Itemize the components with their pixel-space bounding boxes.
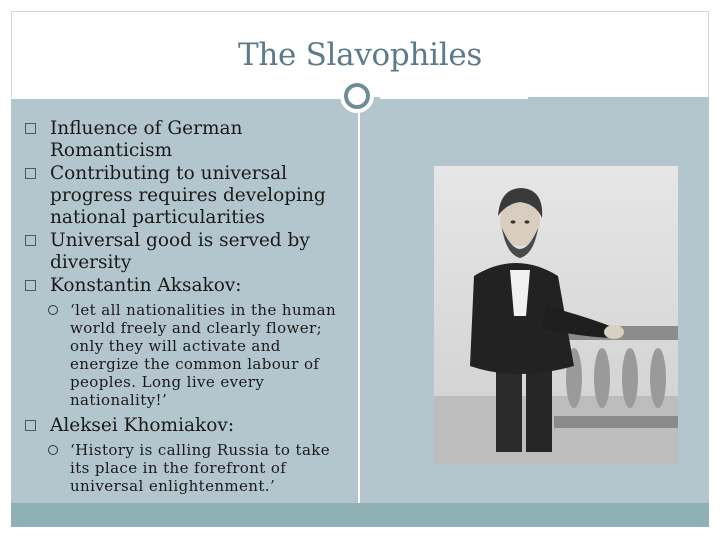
bullet-text: Universal good is served by diversity — [50, 230, 310, 273]
sub-bullet-quote — [24, 441, 354, 495]
quote-text: ‘let all nationalities in the human world freely and clearly flower; only they will activate and energize the common labour of peoples. Long live every nationality!’ — [70, 301, 337, 409]
square-bullet-icon — [25, 123, 36, 134]
square-bullet-icon — [25, 420, 36, 431]
square-bullet-icon — [25, 235, 36, 246]
bullet-list — [24, 118, 354, 501]
divider-line-right — [380, 97, 528, 99]
quote-text: ‘History is calling Russia to take its place in the forefront of universal enlightenment.’ — [70, 441, 331, 495]
bullet-text: Aleksei Khomiakov: — [50, 415, 235, 436]
bullet-item — [24, 118, 354, 162]
bullet-text: Konstantin Aksakov: — [50, 275, 242, 296]
divider-line-left — [11, 97, 351, 99]
square-bullet-icon — [25, 280, 36, 291]
sub-bullet-quote — [24, 301, 354, 409]
footer-bar — [11, 503, 709, 527]
bullet-item — [24, 415, 354, 437]
bullet-item — [24, 163, 354, 229]
circle-ornament-icon — [340, 79, 374, 113]
square-bullet-icon — [25, 168, 36, 179]
portrait-photo — [434, 166, 678, 464]
bullet-text: Influence of German Romanticism — [50, 118, 243, 161]
column-divider — [358, 112, 360, 503]
slide-title: The Slavophiles — [237, 37, 483, 73]
circle-bullet-icon — [48, 305, 58, 315]
bullet-item — [24, 275, 354, 297]
circle-bullet-icon — [48, 445, 58, 455]
bullet-text: Contributing to universal progress requires developing national particularities — [50, 163, 326, 228]
portrait-image — [434, 166, 678, 464]
bullet-item — [24, 230, 354, 274]
